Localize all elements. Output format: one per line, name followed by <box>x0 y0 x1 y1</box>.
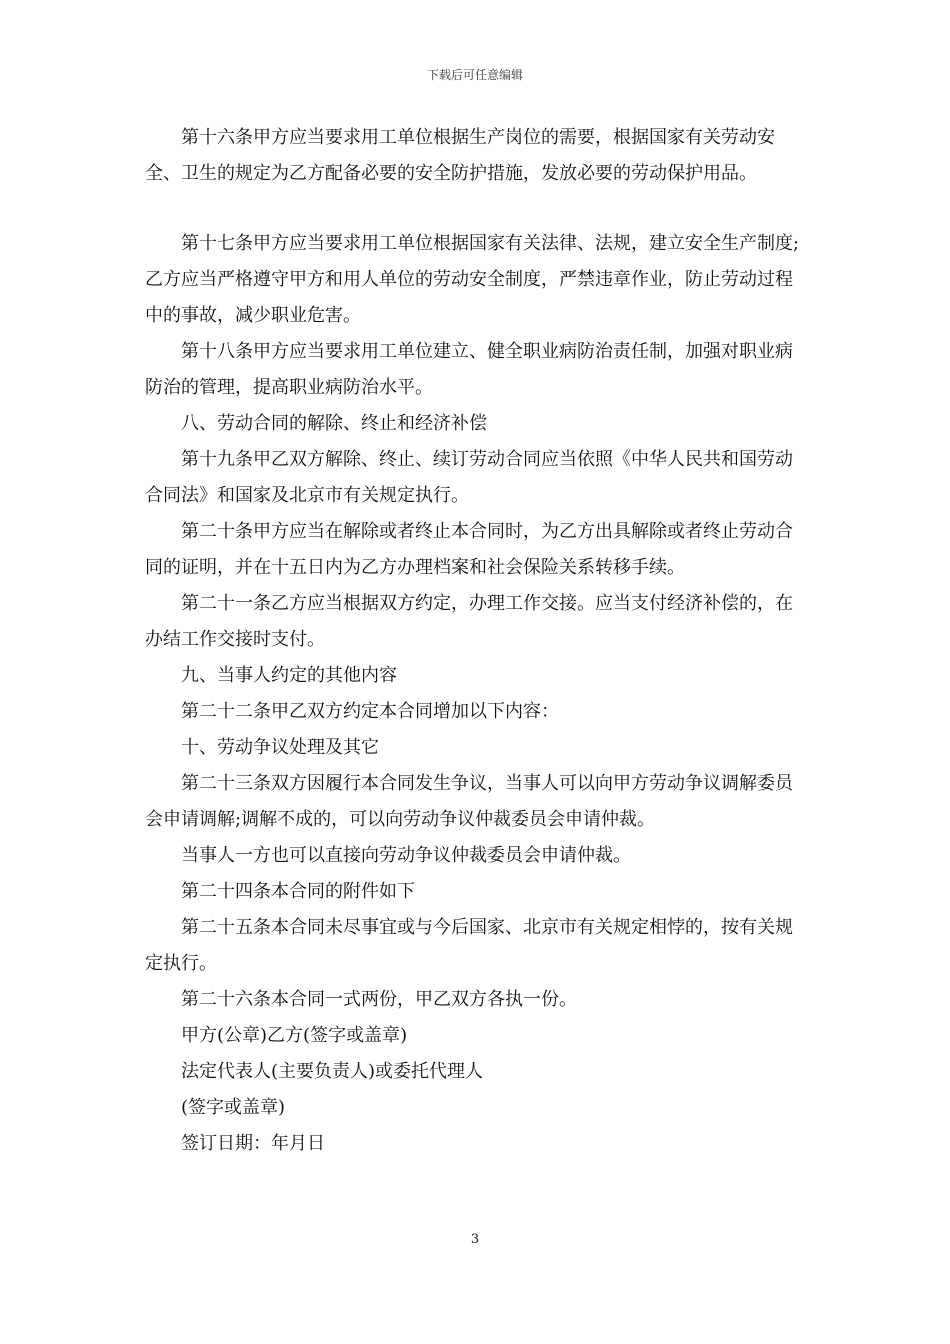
paragraph-article-17: 第十七条甲方应当要求用工单位根据国家有关法律、法规，建立安全生产制度;乙方应当严格遵守甲方和用人单位的劳动安全制度，严禁违章作业，防止劳动过程中的事故，减少职业危害。 <box>145 233 800 326</box>
signing-date-line: 签订日期：年月日 <box>181 1133 325 1154</box>
paragraph-direct-arbitration: 当事人一方也可以直接向劳动争议仲裁委员会申请仲裁。 <box>181 845 631 866</box>
paragraph-article-20: 第二十条甲方应当在解除或者终止本合同时，为乙方出具解除或者终止劳动合同的证明，并在十五日内为乙方办理档案和社会保险关系转移手续。 <box>145 521 793 578</box>
document-body <box>145 120 810 1162</box>
signature-seal-line: (签字或盖章) <box>181 1097 286 1118</box>
section-heading-8: 八、劳动合同的解除、终止和经济补偿 <box>181 413 487 434</box>
section-heading-9: 九、当事人约定的其他内容 <box>181 665 397 686</box>
paragraph-article-24: 第二十四条本合同的附件如下 <box>181 881 415 902</box>
paragraph-article-26: 第二十六条本合同一式两份，甲乙双方各执一份。 <box>181 989 577 1010</box>
signature-representative-line: 法定代表人(主要负责人)或委托代理人 <box>181 1061 484 1082</box>
paragraph-gap <box>145 192 810 226</box>
paragraph-article-18: 第十八条甲方应当要求用工单位建立、健全职业病防治责任制，加强对职业病防治的管理，提高职业病防治水平。 <box>145 341 793 398</box>
paragraph-article-23: 第二十三条双方因履行本合同发生争议，当事人可以向甲方劳动争议调解委员会申请调解;调解不成的，可以向劳动争议仲裁委员会申请仲裁。 <box>145 773 793 830</box>
signature-party-line: 甲方(公章)乙方(签字或盖章) <box>181 1025 408 1046</box>
page-header: 下载后可任意编辑 <box>426 68 523 82</box>
paragraph-article-16: 第十六条甲方应当要求用工单位根据生产岗位的需要，根据国家有关劳动安全、卫生的规定为乙方配备必要的安全防护措施，发放必要的劳动保护用品。 <box>145 127 775 184</box>
paragraph-article-19: 第十九条甲乙双方解除、终止、续订劳动合同应当依照《中华人民共和国劳动合同法》和国家及北京市有关规定执行。 <box>145 449 793 506</box>
section-heading-10: 十、劳动争议处理及其它 <box>181 737 379 758</box>
paragraph-article-25: 第二十五条本合同未尽事宜或与今后国家、北京市有关规定相悖的，按有关规定执行。 <box>145 917 793 974</box>
paragraph-article-22: 第二十二条甲乙双方约定本合同增加以下内容： <box>181 701 559 722</box>
page-number: 3 <box>470 1232 480 1247</box>
paragraph-article-21: 第二十一条乙方应当根据双方约定，办理工作交接。应当支付经济补偿的，在办结工作交接时支付。 <box>145 593 793 650</box>
